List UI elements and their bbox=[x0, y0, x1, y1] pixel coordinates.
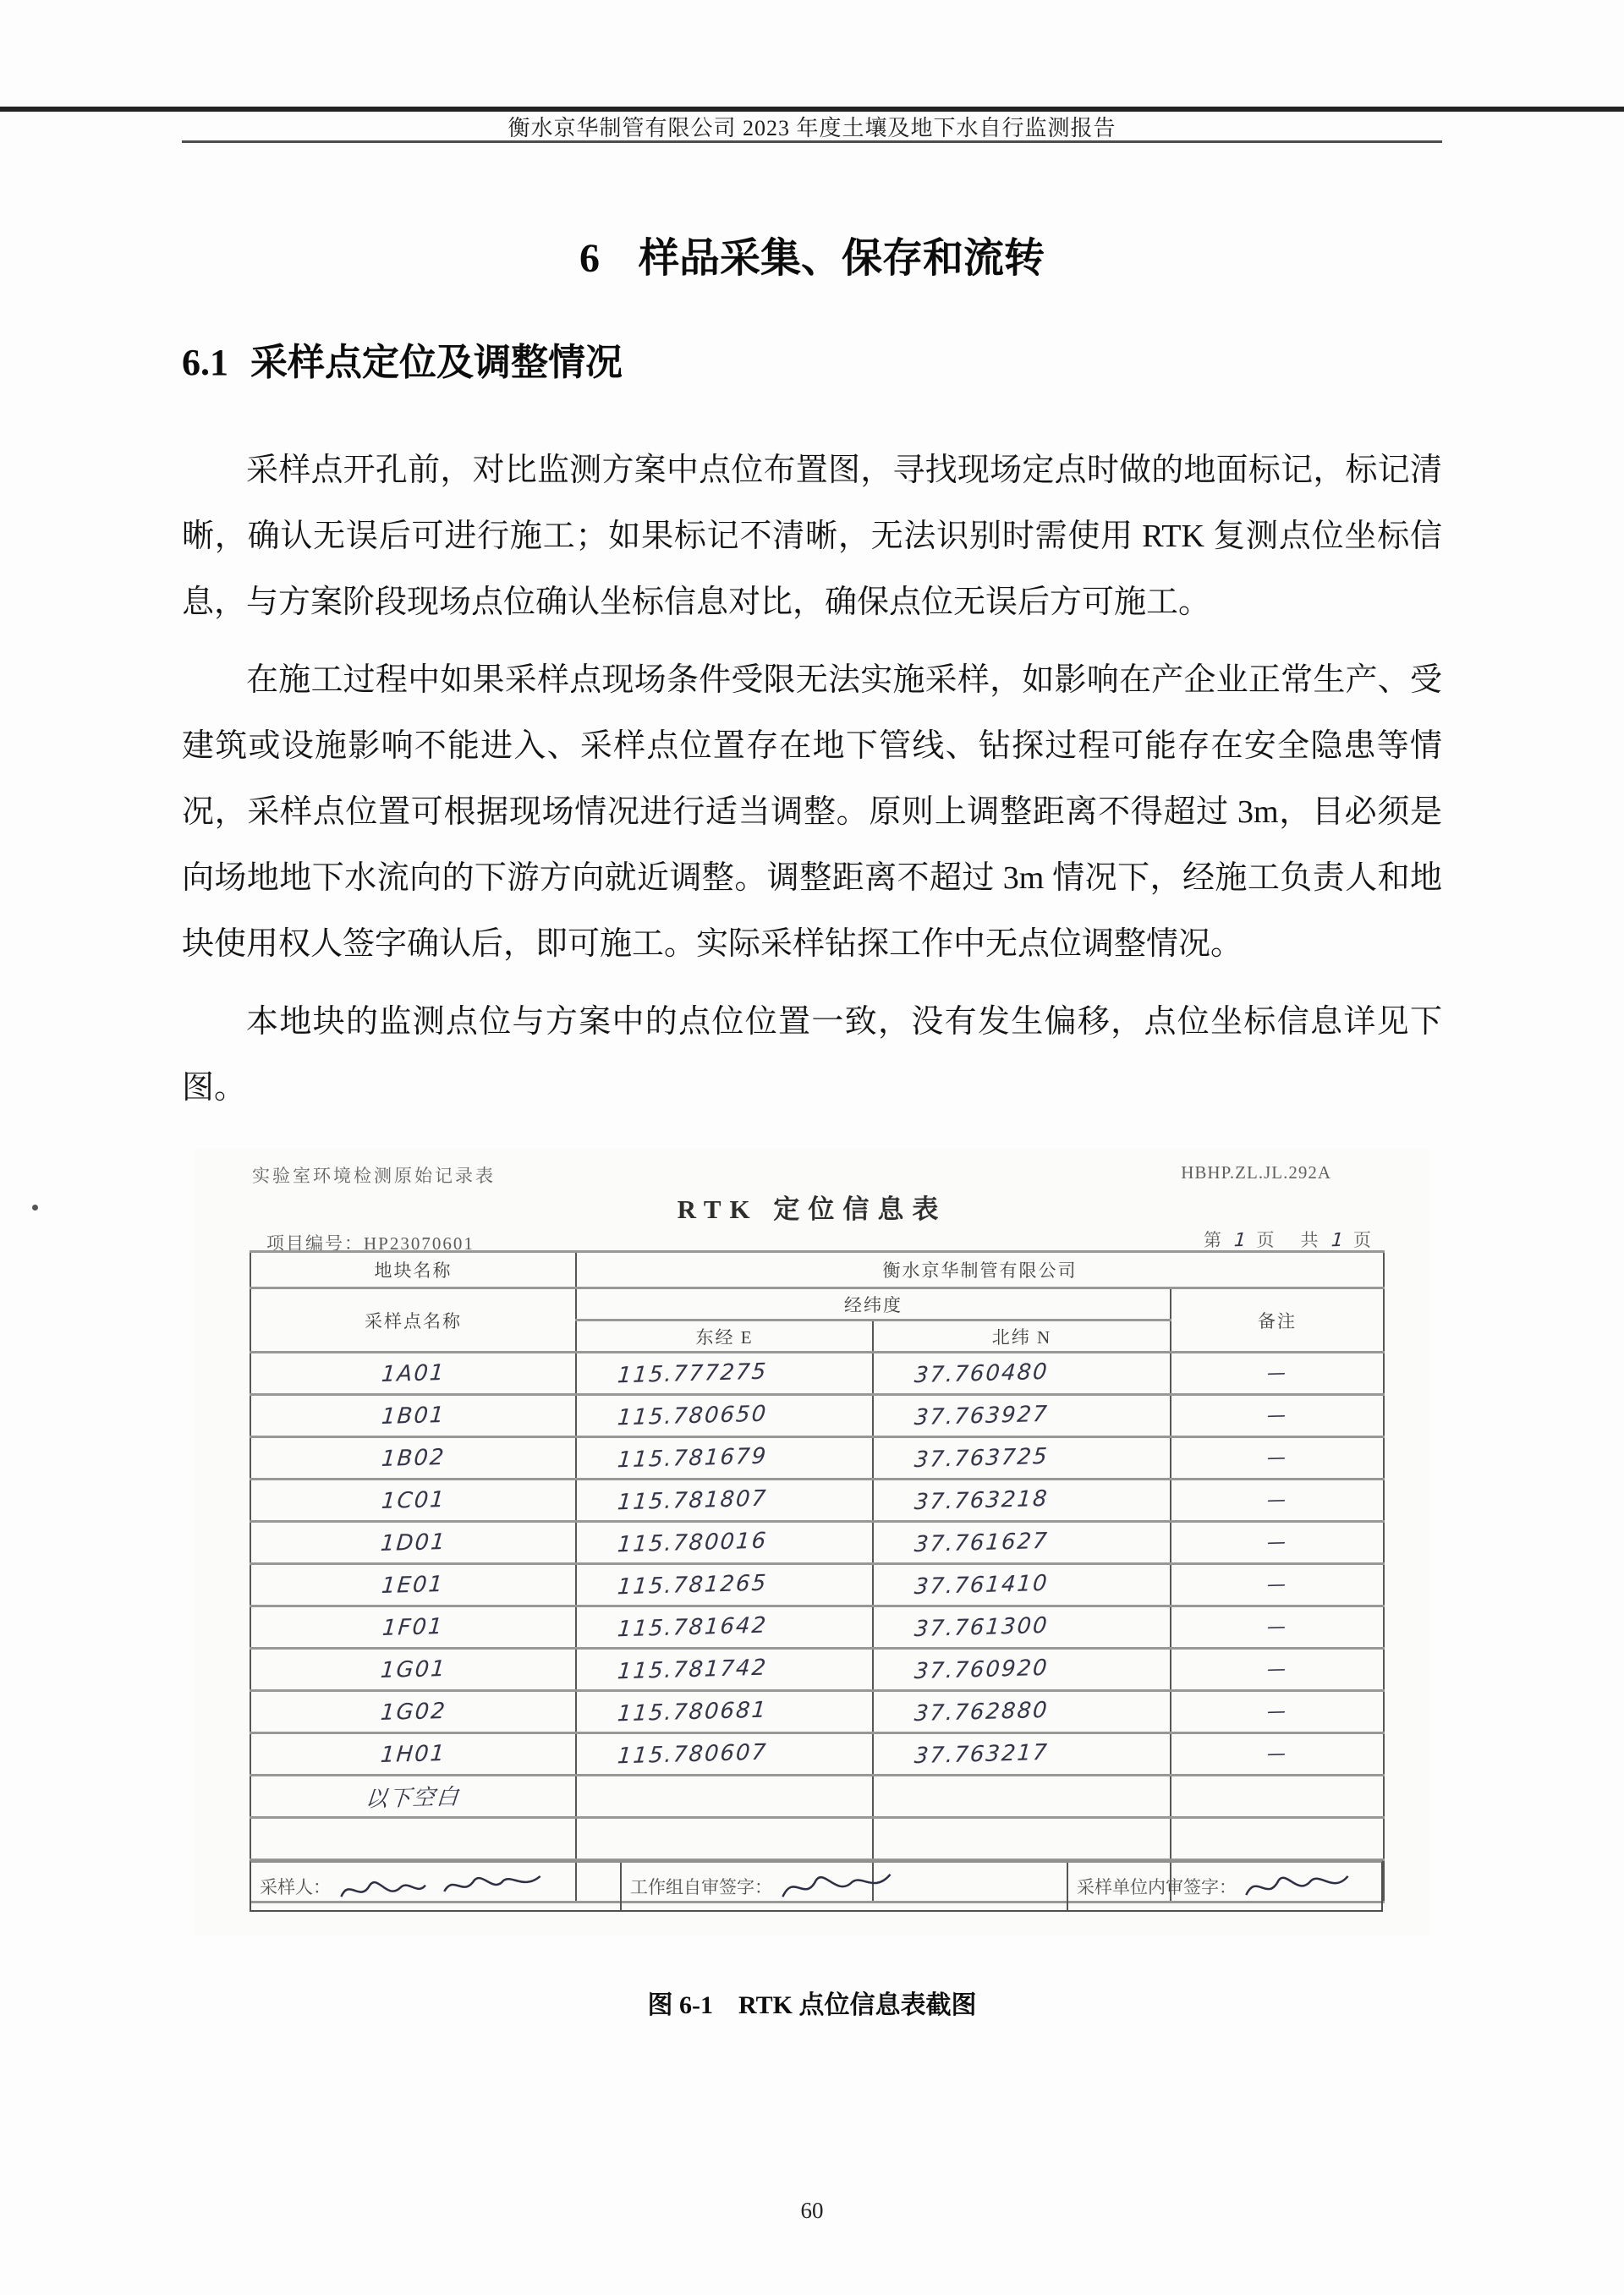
rtk-form-title: RTK 定位信息表 bbox=[677, 1194, 947, 1224]
figure-caption-text: RTK 点位信息表截图 bbox=[738, 1991, 977, 2019]
table-row bbox=[250, 1480, 1384, 1522]
form-code: HBHP.ZL.JL.292A bbox=[1181, 1162, 1331, 1183]
table-row bbox=[250, 1606, 1384, 1649]
unit-review-signature bbox=[1241, 1866, 1352, 1908]
table-row bbox=[250, 1649, 1384, 1691]
east-cell: 115.781679 bbox=[576, 1437, 873, 1480]
sampler-cell bbox=[251, 1863, 622, 1910]
sampler-signature bbox=[335, 1866, 547, 1908]
east-cell: 115.780016 bbox=[576, 1522, 873, 1564]
form-name: 实验室环境检测原始记录表 bbox=[252, 1166, 496, 1186]
page-info-post: 页 bbox=[1353, 1230, 1375, 1250]
team-review-signature bbox=[776, 1866, 896, 1908]
point-id-cell: 1F01 bbox=[250, 1606, 576, 1649]
page-info-total: 1 bbox=[1330, 1229, 1346, 1252]
page-info-current: 1 bbox=[1233, 1229, 1249, 1252]
col-east-header: 东经 E bbox=[576, 1320, 873, 1353]
col-north-header: 北纬 N bbox=[873, 1320, 1171, 1353]
chapter-title bbox=[0, 225, 1624, 283]
paragraph-2: 在施工过程中如果采样点现场条件受限无法实施采样，如影响在产企业正常生产、受建筑或设施影响不能进入、采样点位置存在地下管线、钻探过程可能存在安全隐患等情况，采样点位置可根据现场情况进行适当调整。原则上调整距离不得超过 3m，目必须是向场地地下水流向的下游方向就近调整。调整距离不超过 3m 情况下，经施工负责人和地块使用权人签字确认后，即可施工。实际采样钻探工作中无点位调整情况。 bbox=[182, 662, 1442, 962]
north-cell: 37.760920 bbox=[873, 1649, 1171, 1691]
scan-speck bbox=[32, 1205, 38, 1211]
east-cell: 115.780681 bbox=[576, 1691, 873, 1733]
figure-caption bbox=[0, 1984, 1624, 2021]
table-row bbox=[250, 1395, 1384, 1437]
north-cell: 37.763927 bbox=[873, 1395, 1171, 1437]
point-id-cell: 1G02 bbox=[250, 1691, 576, 1733]
figure-number: 图 6-1 bbox=[647, 1991, 714, 2019]
east-cell: 115.781265 bbox=[576, 1564, 873, 1606]
header-row-1 bbox=[250, 1288, 1384, 1320]
table-row bbox=[250, 1353, 1384, 1395]
note-cell: — bbox=[1171, 1522, 1384, 1564]
north-cell: 37.763217 bbox=[873, 1733, 1171, 1776]
site-row bbox=[250, 1252, 1384, 1288]
page-info-pre: 第 bbox=[1204, 1230, 1226, 1250]
page-number: 60 bbox=[800, 2198, 824, 2223]
north-cell: 37.763218 bbox=[873, 1480, 1171, 1522]
table-row bbox=[250, 1437, 1384, 1480]
note-cell: — bbox=[1171, 1691, 1384, 1733]
col-note-header: 备注 bbox=[1171, 1288, 1384, 1353]
table-row bbox=[250, 1522, 1384, 1564]
north-cell: 37.762880 bbox=[873, 1691, 1171, 1733]
point-id-cell: 1A01 bbox=[250, 1353, 576, 1395]
east-cell: 115.780650 bbox=[576, 1395, 873, 1437]
rtk-table bbox=[250, 1250, 1385, 1903]
sampler-label: 采样人： bbox=[260, 1877, 331, 1897]
table-row bbox=[250, 1564, 1384, 1606]
chapter-title-text: 样品采集、保存和流转 bbox=[638, 236, 1045, 281]
section-heading bbox=[182, 332, 623, 386]
note-cell: — bbox=[1171, 1564, 1384, 1606]
east-cell: 115.781642 bbox=[576, 1606, 873, 1649]
north-cell: 37.761410 bbox=[873, 1564, 1171, 1606]
project-number-value: HP23070601 bbox=[364, 1233, 475, 1254]
empty-row bbox=[250, 1818, 1384, 1860]
header-underline bbox=[182, 140, 1442, 143]
col-point-header: 采样点名称 bbox=[250, 1288, 576, 1353]
unit-review-label: 采样单位内审签字： bbox=[1077, 1877, 1237, 1897]
note-cell: — bbox=[1171, 1606, 1384, 1649]
east-cell: 115.781742 bbox=[576, 1649, 873, 1691]
site-label-cell: 地块名称 bbox=[250, 1252, 576, 1288]
section-number: 6.1 bbox=[182, 342, 228, 383]
paragraph-1: 采样点开孔前，对比监测方案中点位布置图，寻找现场定点时做的地面标记，标记清晰，确认无误后可进行施工；如果标记不清晰，无法识别时需使用 RTK 复测点位坐标信息，与方案阶段现场点位确认坐标信息对比，确保点位无误后方可施工。 bbox=[182, 453, 1442, 620]
rtk-form-scan bbox=[195, 1149, 1429, 1935]
site-value-cell: 衡水京华制管有限公司 bbox=[576, 1252, 1384, 1288]
note-cell: — bbox=[1171, 1353, 1384, 1395]
blank-note-row bbox=[250, 1776, 1384, 1818]
section-title-text: 采样点定位及调整情况 bbox=[250, 342, 623, 383]
point-id-cell: 1C01 bbox=[250, 1480, 576, 1522]
blank-note-cell: 以下空白 bbox=[250, 1776, 576, 1818]
point-id-cell: 1E01 bbox=[250, 1564, 576, 1606]
signature-row bbox=[250, 1860, 1383, 1912]
east-cell: 115.780607 bbox=[576, 1733, 873, 1776]
north-cell: 37.760480 bbox=[873, 1353, 1171, 1395]
page-info bbox=[1204, 1227, 1375, 1252]
table-row bbox=[250, 1691, 1384, 1733]
note-cell: — bbox=[1171, 1649, 1384, 1691]
col-coord-header: 经纬度 bbox=[576, 1288, 1171, 1320]
body-text bbox=[182, 437, 1442, 1133]
team-review-cell bbox=[622, 1863, 1068, 1910]
north-cell: 37.761627 bbox=[873, 1522, 1171, 1564]
running-header-title: 衡水京华制管有限公司 2023 年度土壤及地下水自行监测报告 bbox=[508, 116, 1116, 140]
chapter-number: 6 bbox=[579, 236, 600, 281]
table-row bbox=[250, 1733, 1384, 1776]
point-id-cell: 1B02 bbox=[250, 1437, 576, 1480]
note-cell: — bbox=[1171, 1395, 1384, 1437]
point-id-cell: 1H01 bbox=[250, 1733, 576, 1776]
point-id-cell: 1D01 bbox=[250, 1522, 576, 1564]
east-cell: 115.777275 bbox=[576, 1353, 873, 1395]
paragraph-3: 本地块的监测点位与方案中的点位位置一致，没有发生偏移，点位坐标信息详见下图。 bbox=[182, 1004, 1442, 1106]
note-cell: — bbox=[1171, 1480, 1384, 1522]
unit-review-cell bbox=[1068, 1863, 1381, 1910]
team-review-label: 工作组自审签字： bbox=[630, 1877, 772, 1897]
north-cell: 37.761300 bbox=[873, 1606, 1171, 1649]
note-cell: — bbox=[1171, 1733, 1384, 1776]
note-cell: — bbox=[1171, 1437, 1384, 1480]
project-number-label: 项目编号： bbox=[266, 1233, 364, 1254]
point-id-cell: 1G01 bbox=[250, 1649, 576, 1691]
east-cell: 115.781807 bbox=[576, 1480, 873, 1522]
north-cell: 37.763725 bbox=[873, 1437, 1171, 1480]
point-id-cell: 1B01 bbox=[250, 1395, 576, 1437]
page-info-mid: 页 共 bbox=[1256, 1230, 1323, 1250]
